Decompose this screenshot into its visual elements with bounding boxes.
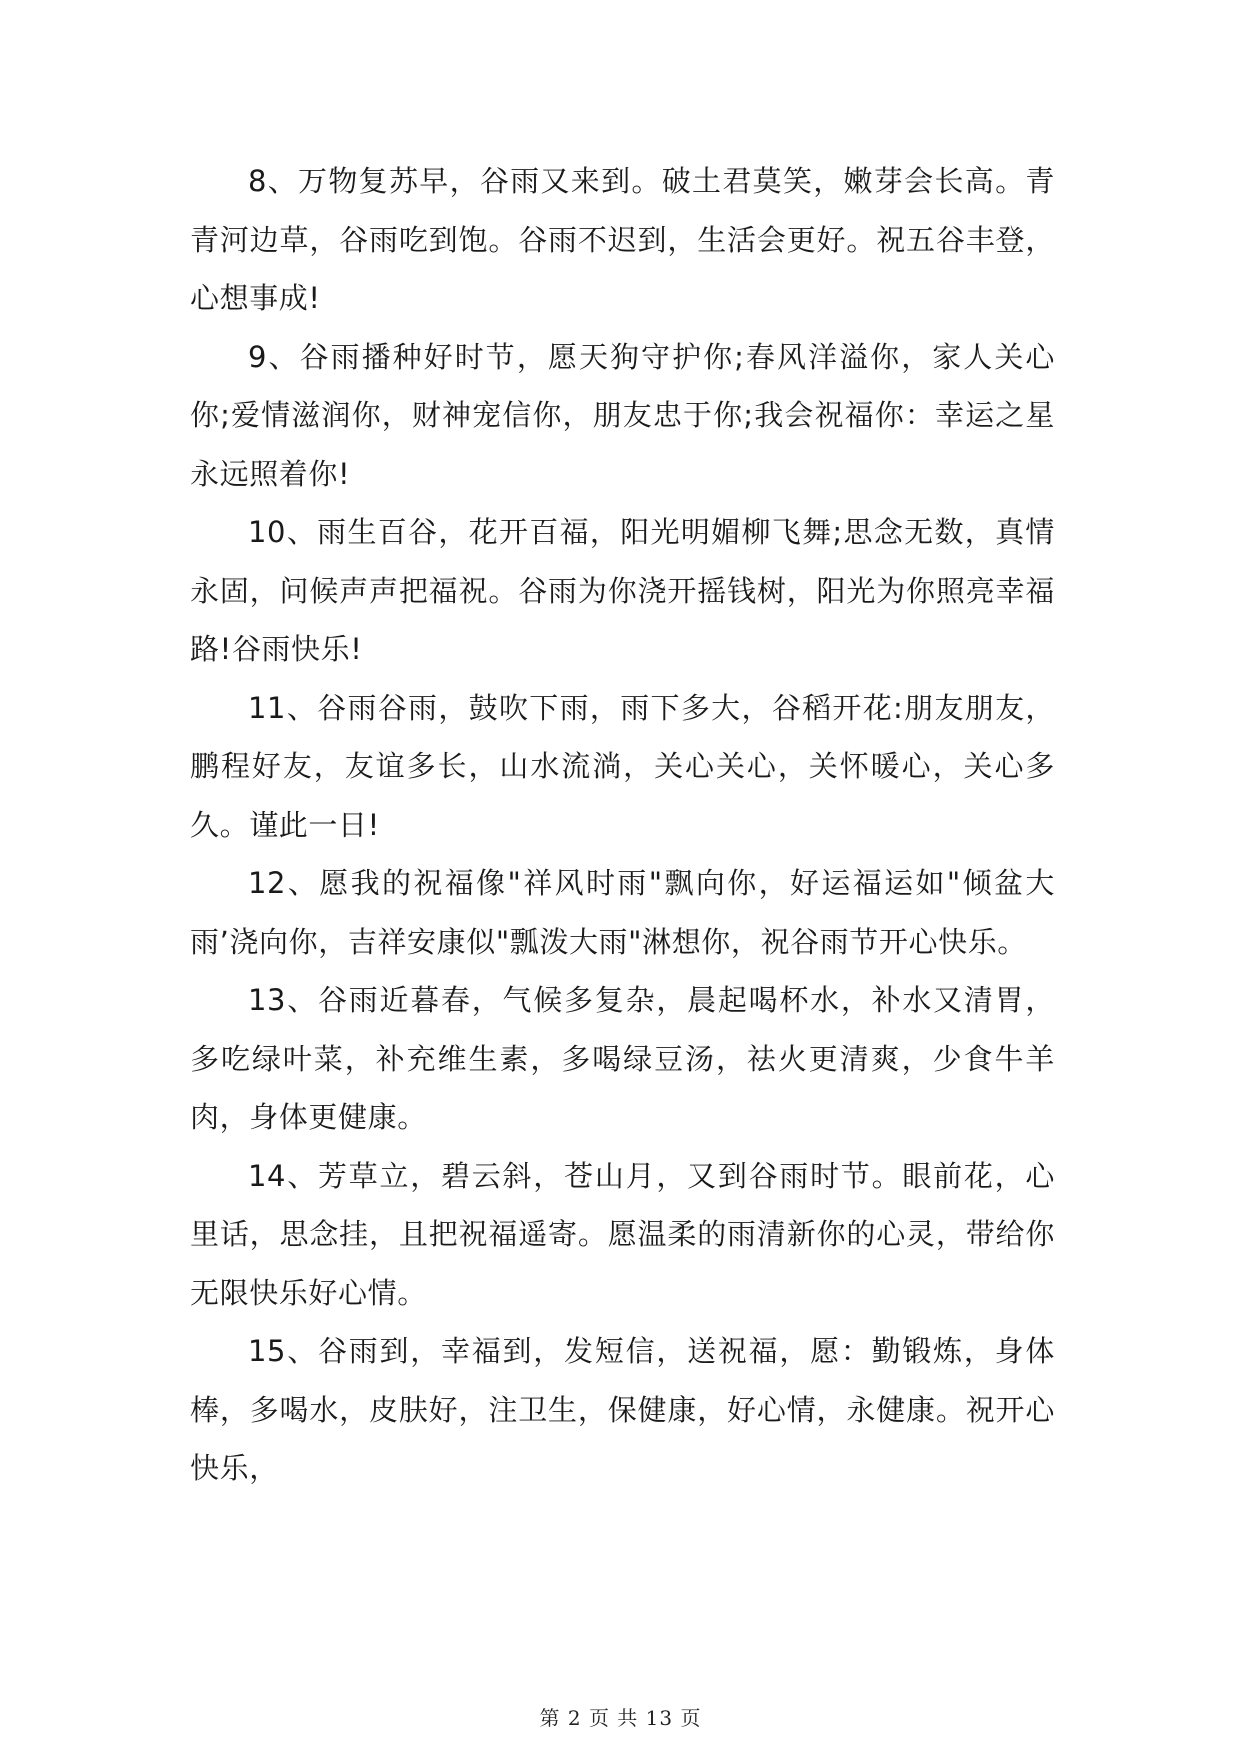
paragraph-8: 8、万物复苏早，谷雨又来到。破土君莫笑，嫩芽会长高。青青河边草，谷雨吃到饱。谷雨不迟到，生活会更好。祝五谷丰登，心想事成! [190,164,1055,315]
document-body [190,152,1055,1498]
paragraph-10: 10、雨生百谷，花开百福，阳光明媚柳飞舞;思念无数，真情永固，问候声声把福祝。谷雨为你浇开摇钱树，阳光为你照亮幸福路!谷雨快乐! [190,515,1055,666]
page-number-footer: 第 2 页 共 13 页 [539,1706,702,1730]
paragraph-15: 15、谷雨到，幸福到，发短信，送祝福，愿：勤锻炼，身体棒，多喝水，皮肤好，注卫生，保健康，好心情，永健康。祝开心快乐， [190,1334,1055,1485]
paragraph-9: 9、谷雨播种好时节，愿天狗守护你;春风洋溢你，家人关心你;爱情滋润你，财神宠信你，朋友忠于你;我会祝福你：幸运之星永远照着你! [190,339,1055,491]
paragraph-11: 11、谷雨谷雨，鼓吹下雨，雨下多大，谷稻开花:朋友朋友，鹏程好友，友谊多长，山水流淌，关心关心，关怀暖心，关心多久。谨此一日! [190,690,1055,842]
paragraph-12: 12、愿我的祝福像"祥风时雨"飘向你，好运福运如"倾盆大雨’浇向你，吉祥安康似"瓢泼大雨"淋想你，祝谷雨节开心快乐。 [190,866,1055,959]
paragraph-13: 13、谷雨近暮春，气候多复杂，晨起喝杯水，补水又清胃，多吃绿叶菜，补充维生素，多喝绿豆汤，祛火更清爽，少食牛羊肉，身体更健康。 [190,983,1055,1134]
paragraph-14: 14、芳草立，碧云斜，苍山月，又到谷雨时节。眼前花，心里话，思念挂，且把祝福遥寄。愿温柔的雨清新你的心灵，带给你无限快乐好心情。 [190,1158,1055,1310]
